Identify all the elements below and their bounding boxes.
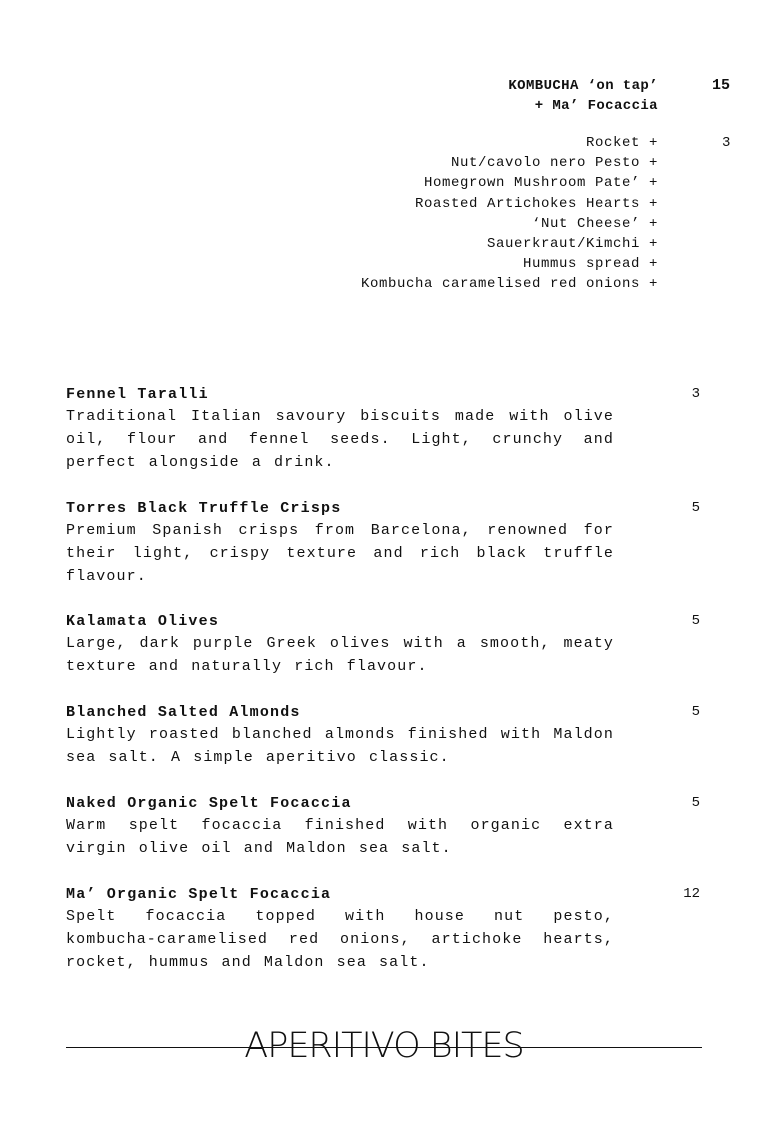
item-price: 3 [691,386,700,402]
addon-price: 3 [722,135,731,151]
addon-list [361,133,658,295]
item-name: Fennel Taralli [66,386,209,403]
item-name: Naked Organic Spelt Focaccia [66,795,352,812]
addon-item: Kombucha caramelised red onions + [360,276,658,293]
item-price: 5 [691,704,700,720]
addon-item: ‘Nut Cheese’ + [531,215,658,232]
addon-item: Homegrown Mushroom Pate’ + [423,175,658,192]
addon-item: Rocket + [585,135,658,151]
combo-title [508,76,658,116]
item-price: 12 [683,886,700,902]
combo-title-line1: KOMBUCHA ‘on tap’ [508,78,658,94]
section-title: APERITIVO BITES [244,1026,524,1066]
item-description: Warm spelt focaccia finished with organic extra virgin olive oil and Maldon sea salt. [66,817,614,857]
combo-title-line2: + Ma’ Focaccia [534,98,658,114]
addon-item: Sauerkraut/Kimchi + [486,236,658,253]
item-description: Large, dark purple Greek olives with a smooth, meaty texture and naturally rich flavour. [66,635,614,675]
menu-item-truffle-crisps [66,497,706,588]
menu-item-ma-focaccia [66,883,706,974]
item-description: Traditional Italian savoury biscuits made with olive oil, flour and fennel seeds. Light, crunchy and perfect alongside a drink. [66,408,614,471]
item-name: Blanched Salted Almonds [66,704,301,721]
item-name: Kalamata Olives [66,613,220,630]
addon-item: Roasted Artichokes Hearts + [414,195,658,212]
item-name: Ma’ Organic Spelt Focaccia [66,886,332,903]
item-price: 5 [691,613,700,629]
menu-item-salted-almonds [66,701,706,770]
item-description: Premium Spanish crisps from Barcelona, renowned for their light, crispy texture and rich black truffle flavour. [66,522,614,585]
menu-item-naked-focaccia [66,792,706,861]
menu-item-fennel-taralli [66,383,706,474]
menu-item-kalamata-olives [66,610,706,679]
addon-item: Hummus spread + [522,256,658,273]
item-price: 5 [691,795,700,811]
item-description: Spelt focaccia topped with house nut pesto, kombucha-caramelised red onions, artichoke hearts, rocket, hummus and Maldon sea salt. [66,908,614,971]
item-price: 5 [691,500,700,516]
addon-item: Nut/cavolo nero Pesto + [450,155,658,172]
item-description: Lightly roasted blanched almonds finished with Maldon sea salt. A simple aperitivo classic. [66,726,614,766]
item-name: Torres Black Truffle Crisps [66,500,342,517]
combo-price: 15 [712,77,731,94]
